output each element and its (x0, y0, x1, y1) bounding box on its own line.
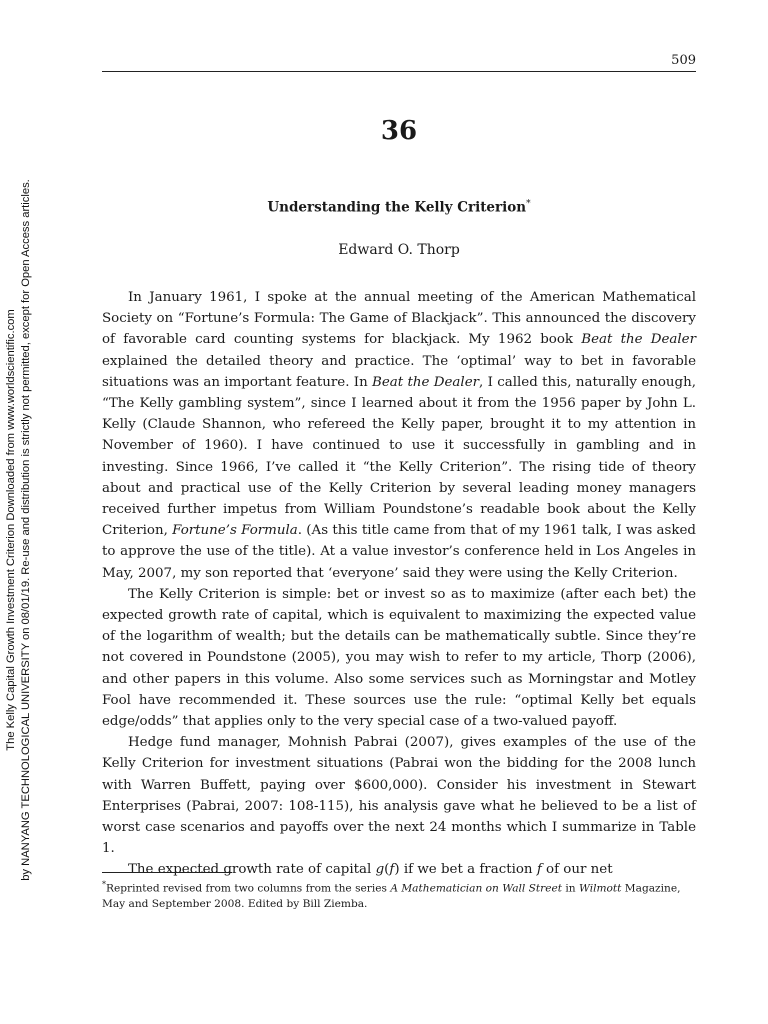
title-footnote-mark: * (526, 199, 531, 209)
book-title: Beat the Dealer (581, 332, 696, 348)
math-variable: g (375, 862, 385, 878)
page-number: 509 (671, 53, 696, 68)
paragraph-3: Hedge fund manager, Mohnish Pabrai (2007), gives examples of the use of the Kelly Criterion for investment situations (Pabrai won the bidding for the 2008 lunch with Warren Buffett, paying over $600,000). Consider his investment in Stewart Enterprises (Pabrai, 2007: 108-115), his analysis gave what he believed to be a list of worst case scenarios and payoffs over the next 24 months which I summarize in Table 1. (102, 735, 696, 857)
book-title: Beat the Dealer (372, 374, 480, 390)
book-title: Fortune’s Formula (172, 523, 298, 539)
download-notice-sidebar (4, 160, 44, 900)
header-rule (102, 71, 696, 72)
series-title: A Mathematician on Wall Street (390, 882, 563, 895)
text-run: of our net (541, 862, 613, 878)
body-text (102, 287, 696, 881)
text-run: . (As this title came from that of my 1961 talk, I was asked to approve the use of the title). At a value investor’s conference held in Los Angeles in May, 2007, my son reported that ‘everyone’ said they were using the Kelly Criterion. (102, 523, 696, 581)
download-notice-line-1: The Kelly Capital Growth Investment Criterion Downloaded from www.worldscientific.com (5, 309, 17, 751)
author-name: Edward O. Thorp (338, 242, 460, 258)
text-run: in (562, 882, 579, 895)
text-run: ( (384, 862, 390, 878)
article-title (102, 199, 696, 216)
magazine-title: Wilmott (579, 882, 622, 895)
math-variable: f (389, 862, 395, 878)
text-run: The expected growth rate of capital (128, 862, 376, 878)
text-run: In January 1961, I spoke at the annual meeting of the American Mathematical Society on “Fortune’s Formula: The Game of Blackjack”. This announced the discovery of favorable card counting systems for blackjack. My 1962 book (102, 290, 696, 348)
text-run: explained the detailed theory and practice. The ‘optimal’ way to bet in favorable situations was an important feature. In (102, 353, 696, 390)
text-run: ) if we bet a fraction (394, 862, 537, 878)
paragraph-2: The Kelly Criterion is simple: bet or invest so as to maximize (after each bet) the expected growth rate of capital, which is equivalent to maximizing the expected value of the logarithm of wealth; but the details can be mathematically subtle. Since they’re not covered in Poundstone (2005), you may wish to refer to my article, Thorp (2006), and other papers in this volume. Also some services such as Morningstar and Motley Fool have recommended it. These sources use the rule: “optimal Kelly bet equals edge/odds” that applies only to the very special case of a two-valued payoff. (102, 586, 696, 730)
footnote-rule (102, 872, 232, 873)
download-notice-text (4, 160, 44, 900)
chapter-number: 36 (380, 116, 418, 146)
footnote-mark: * (102, 880, 106, 889)
text-run: , I called this, naturally enough, “The Kelly gambling system”, since I learned about it from the 1956 paper by John L. Kelly (Claude Shannon, who refereed the Kelly paper, brought it to my attention in November of 1960). I have continued to use it successfully in gambling and in investing. Since 1966, I’ve called it “the Kelly Criterion”. The rising tide of theory about and practical use of the Kelly Criterion by several leading money managers received further impetus from William Poundstone’s readable book about the Kelly Criterion, (102, 374, 697, 539)
footnote (102, 877, 696, 912)
article-title-text: Understanding the Kelly Criterion (267, 199, 527, 216)
download-notice-line-2: by NANYANG TECHNOLOGICAL UNIVERSITY on 08/01/19. Re-use and distribution is strictly not permitted, except for Open Access articles. (20, 179, 32, 881)
math-variable: f (536, 862, 542, 878)
text-run: Magazine, May and September 2008. Edited by Bill Ziemba. (102, 882, 681, 910)
text-run: Reprinted revised from two columns from the series (106, 882, 391, 895)
paragraph-1 (102, 287, 696, 584)
